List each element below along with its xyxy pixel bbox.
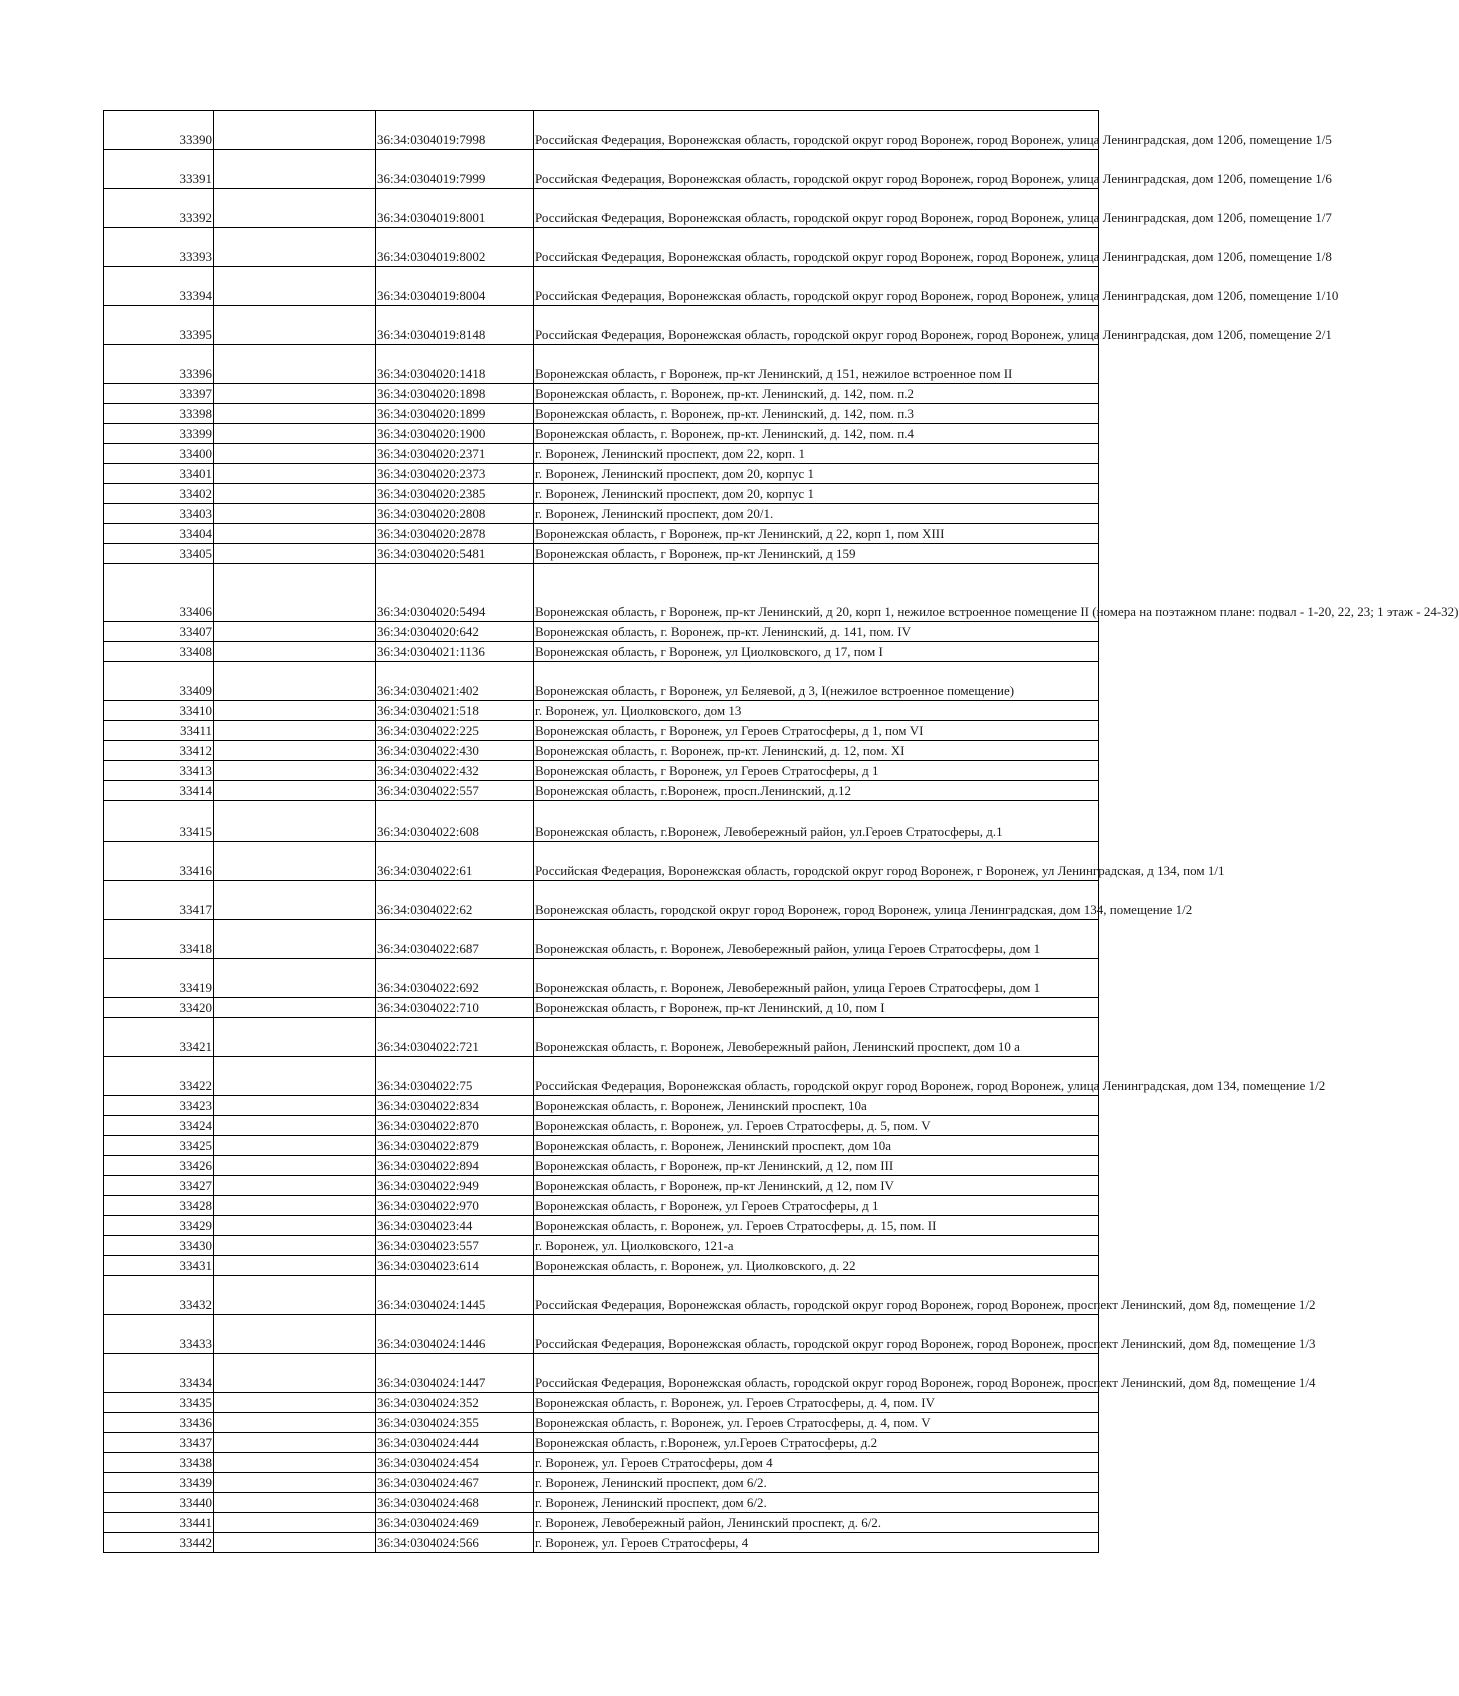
address-cell: Воронежская область, г. Воронеж, пр-кт. Ленинский, д. 142, пом. п.2 xyxy=(534,384,1099,404)
address-cell: Российская Федерация, Воронежская область, городской округ город Воронеж, г Воронеж, ул Ленинградская, д 134, пом 1/1 xyxy=(534,842,1099,881)
cadastral-number-cell: 36:34:0304024:467 xyxy=(376,1473,534,1493)
address-cell: Воронежская область, г. Воронеж, Ленинский проспект, 10а xyxy=(534,1096,1099,1116)
cadastral-number-cell: 36:34:0304022:721 xyxy=(376,1018,534,1057)
address-cell: Воронежская область, г. Воронеж, ул. Героев Стратосферы, д. 15, пом. II xyxy=(534,1216,1099,1236)
empty-cell xyxy=(214,1413,376,1433)
table-row xyxy=(104,544,1099,564)
address-cell: Российская Федерация, Воронежская область, городской округ город Воронеж, город Воронеж, проспект Ленинский, дом 8д, помещение 1/2 xyxy=(534,1276,1099,1315)
address-cell: г. Воронеж, Левобережный район, Ленинский проспект, д. 6/2. xyxy=(534,1513,1099,1533)
empty-cell xyxy=(214,150,376,189)
row-number-cell: 33430 xyxy=(104,1236,214,1256)
table-row xyxy=(104,959,1099,998)
address-cell: г. Воронеж, Ленинский проспект, дом 20, корпус 1 xyxy=(534,484,1099,504)
empty-cell xyxy=(214,1473,376,1493)
cadastral-number-cell: 36:34:0304021:1136 xyxy=(376,642,534,662)
address-cell: Воронежская область, г. Воронеж, ул. Героев Стратосферы, д. 4, пом. IV xyxy=(534,1393,1099,1413)
empty-cell xyxy=(214,1156,376,1176)
table-row xyxy=(104,564,1099,622)
empty-cell xyxy=(214,1136,376,1156)
table-row xyxy=(104,1453,1099,1473)
row-number-cell: 33410 xyxy=(104,701,214,721)
row-number-cell: 33421 xyxy=(104,1018,214,1057)
empty-cell xyxy=(214,345,376,384)
empty-cell xyxy=(214,267,376,306)
cadastral-number-cell: 36:34:0304024:1446 xyxy=(376,1315,534,1354)
address-cell: Российская Федерация, Воронежская область, городской округ город Воронеж, город Воронеж, улица Ленинградская, дом 120б, помещение 1/10 xyxy=(534,267,1099,306)
cadastral-number-cell: 36:34:0304020:2373 xyxy=(376,464,534,484)
table-row xyxy=(104,801,1099,842)
row-number-cell: 33441 xyxy=(104,1513,214,1533)
table-row xyxy=(104,404,1099,424)
row-number-cell: 33401 xyxy=(104,464,214,484)
cadastral-number-cell: 36:34:0304020:2385 xyxy=(376,484,534,504)
row-number-cell: 33427 xyxy=(104,1176,214,1196)
address-cell: Воронежская область, г Воронеж, пр-кт Ленинский, д 22, корп 1, пом XIII xyxy=(534,524,1099,544)
empty-cell xyxy=(214,1096,376,1116)
address-cell: Воронежская область, г Воронеж, пр-кт Ленинский, д 12, пом IV xyxy=(534,1176,1099,1196)
row-number-cell: 33426 xyxy=(104,1156,214,1176)
table-row xyxy=(104,1176,1099,1196)
empty-cell xyxy=(214,781,376,801)
table-row xyxy=(104,267,1099,306)
address-cell: г. Воронеж, ул. Героев Стратосферы, дом 4 xyxy=(534,1453,1099,1473)
empty-cell xyxy=(214,881,376,920)
table-row xyxy=(104,1533,1099,1553)
registry-body xyxy=(104,111,1459,1553)
address-cell: г. Воронеж, Ленинский проспект, дом 22, корп. 1 xyxy=(534,444,1099,464)
row-number-cell: 33439 xyxy=(104,1473,214,1493)
address-cell: Воронежская область, г. Воронеж, ул. Циолковского, д. 22 xyxy=(534,1256,1099,1276)
row-number-cell: 33408 xyxy=(104,642,214,662)
row-number-cell: 33425 xyxy=(104,1136,214,1156)
table-row xyxy=(104,1096,1099,1116)
empty-cell xyxy=(214,564,376,622)
table-row xyxy=(104,741,1099,761)
row-number-cell: 33417 xyxy=(104,881,214,920)
address-cell: Воронежская область, г.Воронеж, ул.Героев Стратосферы, д.2 xyxy=(534,1433,1099,1453)
table-row xyxy=(104,384,1099,404)
cadastral-number-cell: 36:34:0304023:614 xyxy=(376,1256,534,1276)
address-cell: Воронежская область, г Воронеж, пр-кт Ленинский, д 10, пом I xyxy=(534,998,1099,1018)
empty-cell xyxy=(214,189,376,228)
address-cell: Воронежская область, г. Воронеж, ул. Героев Стратосферы, д. 4, пом. V xyxy=(534,1413,1099,1433)
cadastral-number-cell: 36:34:0304024:566 xyxy=(376,1533,534,1553)
table-row xyxy=(104,1393,1099,1413)
address-cell: г. Воронеж, ул. Героев Стратосферы, 4 xyxy=(534,1533,1099,1553)
row-number-cell: 33400 xyxy=(104,444,214,464)
row-number-cell: 33407 xyxy=(104,622,214,642)
table-row xyxy=(104,1236,1099,1256)
empty-cell xyxy=(214,701,376,721)
cadastral-number-cell: 36:34:0304020:2371 xyxy=(376,444,534,464)
cadastral-number-cell: 36:34:0304019:8001 xyxy=(376,189,534,228)
row-number-cell: 33420 xyxy=(104,998,214,1018)
cadastral-number-cell: 36:34:0304024:444 xyxy=(376,1433,534,1453)
empty-cell xyxy=(214,920,376,959)
row-number-cell: 33397 xyxy=(104,384,214,404)
empty-cell xyxy=(214,384,376,404)
cadastral-number-cell: 36:34:0304020:5494 xyxy=(376,564,534,622)
row-number-cell: 33433 xyxy=(104,1315,214,1354)
cadastral-number-cell: 36:34:0304020:1418 xyxy=(376,345,534,384)
address-cell: Воронежская область, г. Воронеж, пр-кт. Ленинский, д. 141, пом. IV xyxy=(534,622,1099,642)
empty-cell xyxy=(214,1057,376,1096)
empty-cell xyxy=(214,544,376,564)
cadastral-number-cell: 36:34:0304024:1445 xyxy=(376,1276,534,1315)
row-number-cell: 33409 xyxy=(104,662,214,701)
cadastral-number-cell: 36:34:0304022:608 xyxy=(376,801,534,842)
cadastral-number-cell: 36:34:0304019:7999 xyxy=(376,150,534,189)
cadastral-number-cell: 36:34:0304020:1900 xyxy=(376,424,534,444)
cadastral-number-cell: 36:34:0304023:557 xyxy=(376,1236,534,1256)
row-number-cell: 33429 xyxy=(104,1216,214,1236)
cadastral-number-cell: 36:34:0304021:518 xyxy=(376,701,534,721)
cadastral-number-cell: 36:34:0304022:557 xyxy=(376,781,534,801)
address-cell: Воронежская область, г Воронеж, ул Героев Стратосферы, д 1 xyxy=(534,1196,1099,1216)
table-row xyxy=(104,345,1099,384)
row-number-cell: 33391 xyxy=(104,150,214,189)
empty-cell xyxy=(214,642,376,662)
empty-cell xyxy=(214,1513,376,1533)
address-cell: г. Воронеж, Ленинский проспект, дом 20/1. xyxy=(534,504,1099,524)
row-number-cell: 33403 xyxy=(104,504,214,524)
cadastral-number-cell: 36:34:0304022:879 xyxy=(376,1136,534,1156)
table-row xyxy=(104,1513,1099,1533)
row-number-cell: 33396 xyxy=(104,345,214,384)
row-number-cell: 33414 xyxy=(104,781,214,801)
address-cell: Воронежская область, г Воронеж, ул Циолковского, д 17, пом I xyxy=(534,642,1099,662)
empty-cell xyxy=(214,1354,376,1393)
row-number-cell: 33411 xyxy=(104,721,214,741)
row-number-cell: 33395 xyxy=(104,306,214,345)
row-number-cell: 33393 xyxy=(104,228,214,267)
cadastral-number-cell: 36:34:0304022:225 xyxy=(376,721,534,741)
cadastral-number-cell: 36:34:0304024:355 xyxy=(376,1413,534,1433)
property-registry-table xyxy=(103,110,1459,1553)
address-cell: Воронежская область, г Воронеж, ул Героев Стратосферы, д 1 xyxy=(534,761,1099,781)
table-row xyxy=(104,1216,1099,1236)
table-row xyxy=(104,111,1099,150)
table-row xyxy=(104,484,1099,504)
empty-cell xyxy=(214,228,376,267)
table-row xyxy=(104,1354,1099,1393)
address-cell: Воронежская область, городской округ город Воронеж, город Воронеж, улица Ленинградская, дом 134, помещение 1/2 xyxy=(534,881,1099,920)
empty-cell xyxy=(214,1018,376,1057)
address-cell: Воронежская область, г. Воронеж, Левобережный район, улица Героев Стратосферы, дом 1 xyxy=(534,920,1099,959)
row-number-cell: 33412 xyxy=(104,741,214,761)
table-row xyxy=(104,464,1099,484)
address-cell: Воронежская область, г Воронеж, ул Героев Стратосферы, д 1, пом VI xyxy=(534,721,1099,741)
row-number-cell: 33431 xyxy=(104,1256,214,1276)
address-cell: г. Воронеж, Ленинский проспект, дом 6/2. xyxy=(534,1493,1099,1513)
empty-cell xyxy=(214,1493,376,1513)
empty-cell xyxy=(214,1116,376,1136)
empty-cell xyxy=(214,1433,376,1453)
empty-cell xyxy=(214,622,376,642)
cadastral-number-cell: 36:34:0304022:970 xyxy=(376,1196,534,1216)
row-number-cell: 33422 xyxy=(104,1057,214,1096)
address-cell: Воронежская область, г. Воронеж, пр-кт. Ленинский, д. 12, пом. XI xyxy=(534,741,1099,761)
address-cell: Российская Федерация, Воронежская область, городской округ город Воронеж, город Воронеж, улица Ленинградская, дом 134, помещение 1/2 xyxy=(534,1057,1099,1096)
table-row xyxy=(104,1196,1099,1216)
table-row xyxy=(104,642,1099,662)
address-cell: Российская Федерация, Воронежская область, городской округ город Воронеж, город Воронеж, улица Ленинградская, дом 120б, помещение 1/7 xyxy=(534,189,1099,228)
address-cell: Российская Федерация, Воронежская область, городской округ город Воронеж, город Воронеж, проспект Ленинский, дом 8д, помещение 1/4 xyxy=(534,1354,1099,1393)
cadastral-number-cell: 36:34:0304020:1898 xyxy=(376,384,534,404)
table-row xyxy=(104,701,1099,721)
row-number-cell: 33437 xyxy=(104,1433,214,1453)
cadastral-number-cell: 36:34:0304020:1899 xyxy=(376,404,534,424)
table-row xyxy=(104,306,1099,345)
table-row xyxy=(104,1057,1099,1096)
cadastral-number-cell: 36:34:0304022:75 xyxy=(376,1057,534,1096)
empty-cell xyxy=(214,1196,376,1216)
table-row xyxy=(104,1116,1099,1136)
empty-cell xyxy=(214,1216,376,1236)
empty-cell xyxy=(214,404,376,424)
table-row xyxy=(104,444,1099,464)
empty-cell xyxy=(214,444,376,464)
address-cell: Российская Федерация, Воронежская область, городской округ город Воронеж, город Воронеж, улица Ленинградская, дом 120б, помещение 2/1 xyxy=(534,306,1099,345)
row-number-cell: 33399 xyxy=(104,424,214,444)
cadastral-number-cell: 36:34:0304024:454 xyxy=(376,1453,534,1473)
row-number-cell: 33415 xyxy=(104,801,214,842)
row-number-cell: 33432 xyxy=(104,1276,214,1315)
address-cell: Воронежская область, г. Воронеж, Левобережный район, улица Героев Стратосферы, дом 1 xyxy=(534,959,1099,998)
table-row xyxy=(104,881,1099,920)
table-row xyxy=(104,524,1099,544)
table-row xyxy=(104,998,1099,1018)
row-number-cell: 33419 xyxy=(104,959,214,998)
row-number-cell: 33418 xyxy=(104,920,214,959)
cadastral-number-cell: 36:34:0304022:430 xyxy=(376,741,534,761)
cadastral-number-cell: 36:34:0304020:642 xyxy=(376,622,534,642)
cadastral-number-cell: 36:34:0304022:62 xyxy=(376,881,534,920)
cadastral-number-cell: 36:34:0304021:402 xyxy=(376,662,534,701)
row-number-cell: 33424 xyxy=(104,1116,214,1136)
table-row xyxy=(104,1473,1099,1493)
table-row xyxy=(104,1315,1099,1354)
table-row xyxy=(104,662,1099,701)
address-cell: Воронежская область, г. Воронеж, пр-кт. Ленинский, д. 142, пом. п.4 xyxy=(534,424,1099,444)
table-row xyxy=(104,1136,1099,1156)
cadastral-number-cell: 36:34:0304019:8004 xyxy=(376,267,534,306)
empty-cell xyxy=(214,1533,376,1553)
row-number-cell: 33440 xyxy=(104,1493,214,1513)
row-number-cell: 33394 xyxy=(104,267,214,306)
cadastral-number-cell: 36:34:0304022:687 xyxy=(376,920,534,959)
cadastral-number-cell: 36:34:0304022:894 xyxy=(376,1156,534,1176)
address-cell: Воронежская область, г. Воронеж, ул. Героев Стратосферы, д. 5, пом. V xyxy=(534,1116,1099,1136)
empty-cell xyxy=(214,801,376,842)
table-row xyxy=(104,150,1099,189)
address-cell: Российская Федерация, Воронежская область, городской округ город Воронеж, город Воронеж, улица Ленинградская, дом 120б, помещение 1/5 xyxy=(534,111,1099,150)
table-row xyxy=(104,1493,1099,1513)
table-row xyxy=(104,1018,1099,1057)
cadastral-number-cell: 36:34:0304020:5481 xyxy=(376,544,534,564)
table-row xyxy=(104,1156,1099,1176)
cadastral-number-cell: 36:34:0304019:7998 xyxy=(376,111,534,150)
address-cell: Воронежская область, г Воронеж, пр-кт Ленинский, д 151, нежилое встроенное пом II xyxy=(534,345,1099,384)
cadastral-number-cell: 36:34:0304023:44 xyxy=(376,1216,534,1236)
row-number-cell: 33398 xyxy=(104,404,214,424)
row-number-cell: 33413 xyxy=(104,761,214,781)
empty-cell xyxy=(214,959,376,998)
empty-cell xyxy=(214,741,376,761)
cadastral-number-cell: 36:34:0304024:1447 xyxy=(376,1354,534,1393)
empty-cell xyxy=(214,111,376,150)
row-number-cell: 33438 xyxy=(104,1453,214,1473)
empty-cell xyxy=(214,524,376,544)
table-row xyxy=(104,781,1099,801)
row-number-cell: 33442 xyxy=(104,1533,214,1553)
table-row xyxy=(104,1276,1099,1315)
row-number-cell: 33428 xyxy=(104,1196,214,1216)
address-cell: Воронежская область, г.Воронеж, Левобережный район, ул.Героев Стратосферы, д.1 xyxy=(534,801,1099,842)
address-cell: Воронежская область, г. Воронеж, Ленинский проспект, дом 10а xyxy=(534,1136,1099,1156)
empty-cell xyxy=(214,484,376,504)
empty-cell xyxy=(214,1256,376,1276)
empty-cell xyxy=(214,1315,376,1354)
table-row xyxy=(104,721,1099,741)
empty-cell xyxy=(214,1453,376,1473)
cadastral-number-cell: 36:34:0304022:61 xyxy=(376,842,534,881)
row-number-cell: 33416 xyxy=(104,842,214,881)
row-number-cell: 33436 xyxy=(104,1413,214,1433)
address-cell: Воронежская область, г Воронеж, пр-кт Ленинский, д 159 xyxy=(534,544,1099,564)
empty-cell xyxy=(214,464,376,484)
row-number-cell: 33404 xyxy=(104,524,214,544)
empty-cell xyxy=(214,1176,376,1196)
empty-cell xyxy=(214,1393,376,1413)
row-number-cell: 33402 xyxy=(104,484,214,504)
address-cell: г. Воронеж, Ленинский проспект, дом 6/2. xyxy=(534,1473,1099,1493)
address-cell: Воронежская область, г Воронеж, ул Беляевой, д 3, I(нежилое встроенное помещение) xyxy=(534,662,1099,701)
table-row xyxy=(104,1433,1099,1453)
address-cell: г. Воронеж, ул. Циолковского, дом 13 xyxy=(534,701,1099,721)
empty-cell xyxy=(214,1276,376,1315)
address-cell: г. Воронеж, ул. Циолковского, 121-а xyxy=(534,1236,1099,1256)
row-number-cell: 33392 xyxy=(104,189,214,228)
row-number-cell: 33405 xyxy=(104,544,214,564)
cadastral-number-cell: 36:34:0304024:469 xyxy=(376,1513,534,1533)
table-row xyxy=(104,189,1099,228)
cadastral-number-cell: 36:34:0304019:8148 xyxy=(376,306,534,345)
cadastral-number-cell: 36:34:0304020:2808 xyxy=(376,504,534,524)
row-number-cell: 33435 xyxy=(104,1393,214,1413)
row-number-cell: 33406 xyxy=(104,564,214,622)
cadastral-number-cell: 36:34:0304024:352 xyxy=(376,1393,534,1413)
table-row xyxy=(104,424,1099,444)
address-cell: Российская Федерация, Воронежская область, городской округ город Воронеж, город Воронеж, проспект Ленинский, дом 8д, помещение 1/3 xyxy=(534,1315,1099,1354)
address-cell: Воронежская область, г. Воронеж, пр-кт. Ленинский, д. 142, пом. п.3 xyxy=(534,404,1099,424)
row-number-cell: 33390 xyxy=(104,111,214,150)
address-cell: Воронежская область, г.Воронеж, просп.Ленинский, д.12 xyxy=(534,781,1099,801)
cadastral-number-cell: 36:34:0304022:432 xyxy=(376,761,534,781)
table-row xyxy=(104,1256,1099,1276)
address-cell: Воронежская область, г. Воронеж, Левобережный район, Ленинский проспект, дом 10 а xyxy=(534,1018,1099,1057)
empty-cell xyxy=(214,761,376,781)
table-row xyxy=(104,504,1099,524)
table-row xyxy=(104,761,1099,781)
table-row xyxy=(104,622,1099,642)
address-cell: г. Воронеж, Ленинский проспект, дом 20, корпус 1 xyxy=(534,464,1099,484)
empty-cell xyxy=(214,721,376,741)
address-cell: Российская Федерация, Воронежская область, городской округ город Воронеж, город Воронеж, улица Ленинградская, дом 120б, помещение 1/6 xyxy=(534,150,1099,189)
table-row xyxy=(104,1413,1099,1433)
row-number-cell: 33434 xyxy=(104,1354,214,1393)
empty-cell xyxy=(214,1236,376,1256)
empty-cell xyxy=(214,424,376,444)
table-row xyxy=(104,842,1099,881)
address-cell: Воронежская область, г Воронеж, пр-кт Ленинский, д 12, пом III xyxy=(534,1156,1099,1176)
row-number-cell: 33423 xyxy=(104,1096,214,1116)
empty-cell xyxy=(214,306,376,345)
empty-cell xyxy=(214,662,376,701)
address-cell: Воронежская область, г Воронеж, пр-кт Ленинский, д 20, корп 1, нежилое встроенное помещение II (номера на поэтажном плане: подвал - 1-20, 22, 23; 1 этаж - 24-32) xyxy=(534,564,1099,622)
address-cell: Российская Федерация, Воронежская область, городской округ город Воронеж, город Воронеж, улица Ленинградская, дом 120б, помещение 1/8 xyxy=(534,228,1099,267)
table-row xyxy=(104,920,1099,959)
cadastral-number-cell: 36:34:0304022:949 xyxy=(376,1176,534,1196)
cadastral-number-cell: 36:34:0304022:710 xyxy=(376,998,534,1018)
cadastral-number-cell: 36:34:0304024:468 xyxy=(376,1493,534,1513)
empty-cell xyxy=(214,842,376,881)
cadastral-number-cell: 36:34:0304022:870 xyxy=(376,1116,534,1136)
empty-cell xyxy=(214,504,376,524)
cadastral-number-cell: 36:34:0304020:2878 xyxy=(376,524,534,544)
cadastral-number-cell: 36:34:0304019:8002 xyxy=(376,228,534,267)
cadastral-number-cell: 36:34:0304022:692 xyxy=(376,959,534,998)
empty-cell xyxy=(214,998,376,1018)
cadastral-number-cell: 36:34:0304022:834 xyxy=(376,1096,534,1116)
table-row xyxy=(104,228,1099,267)
